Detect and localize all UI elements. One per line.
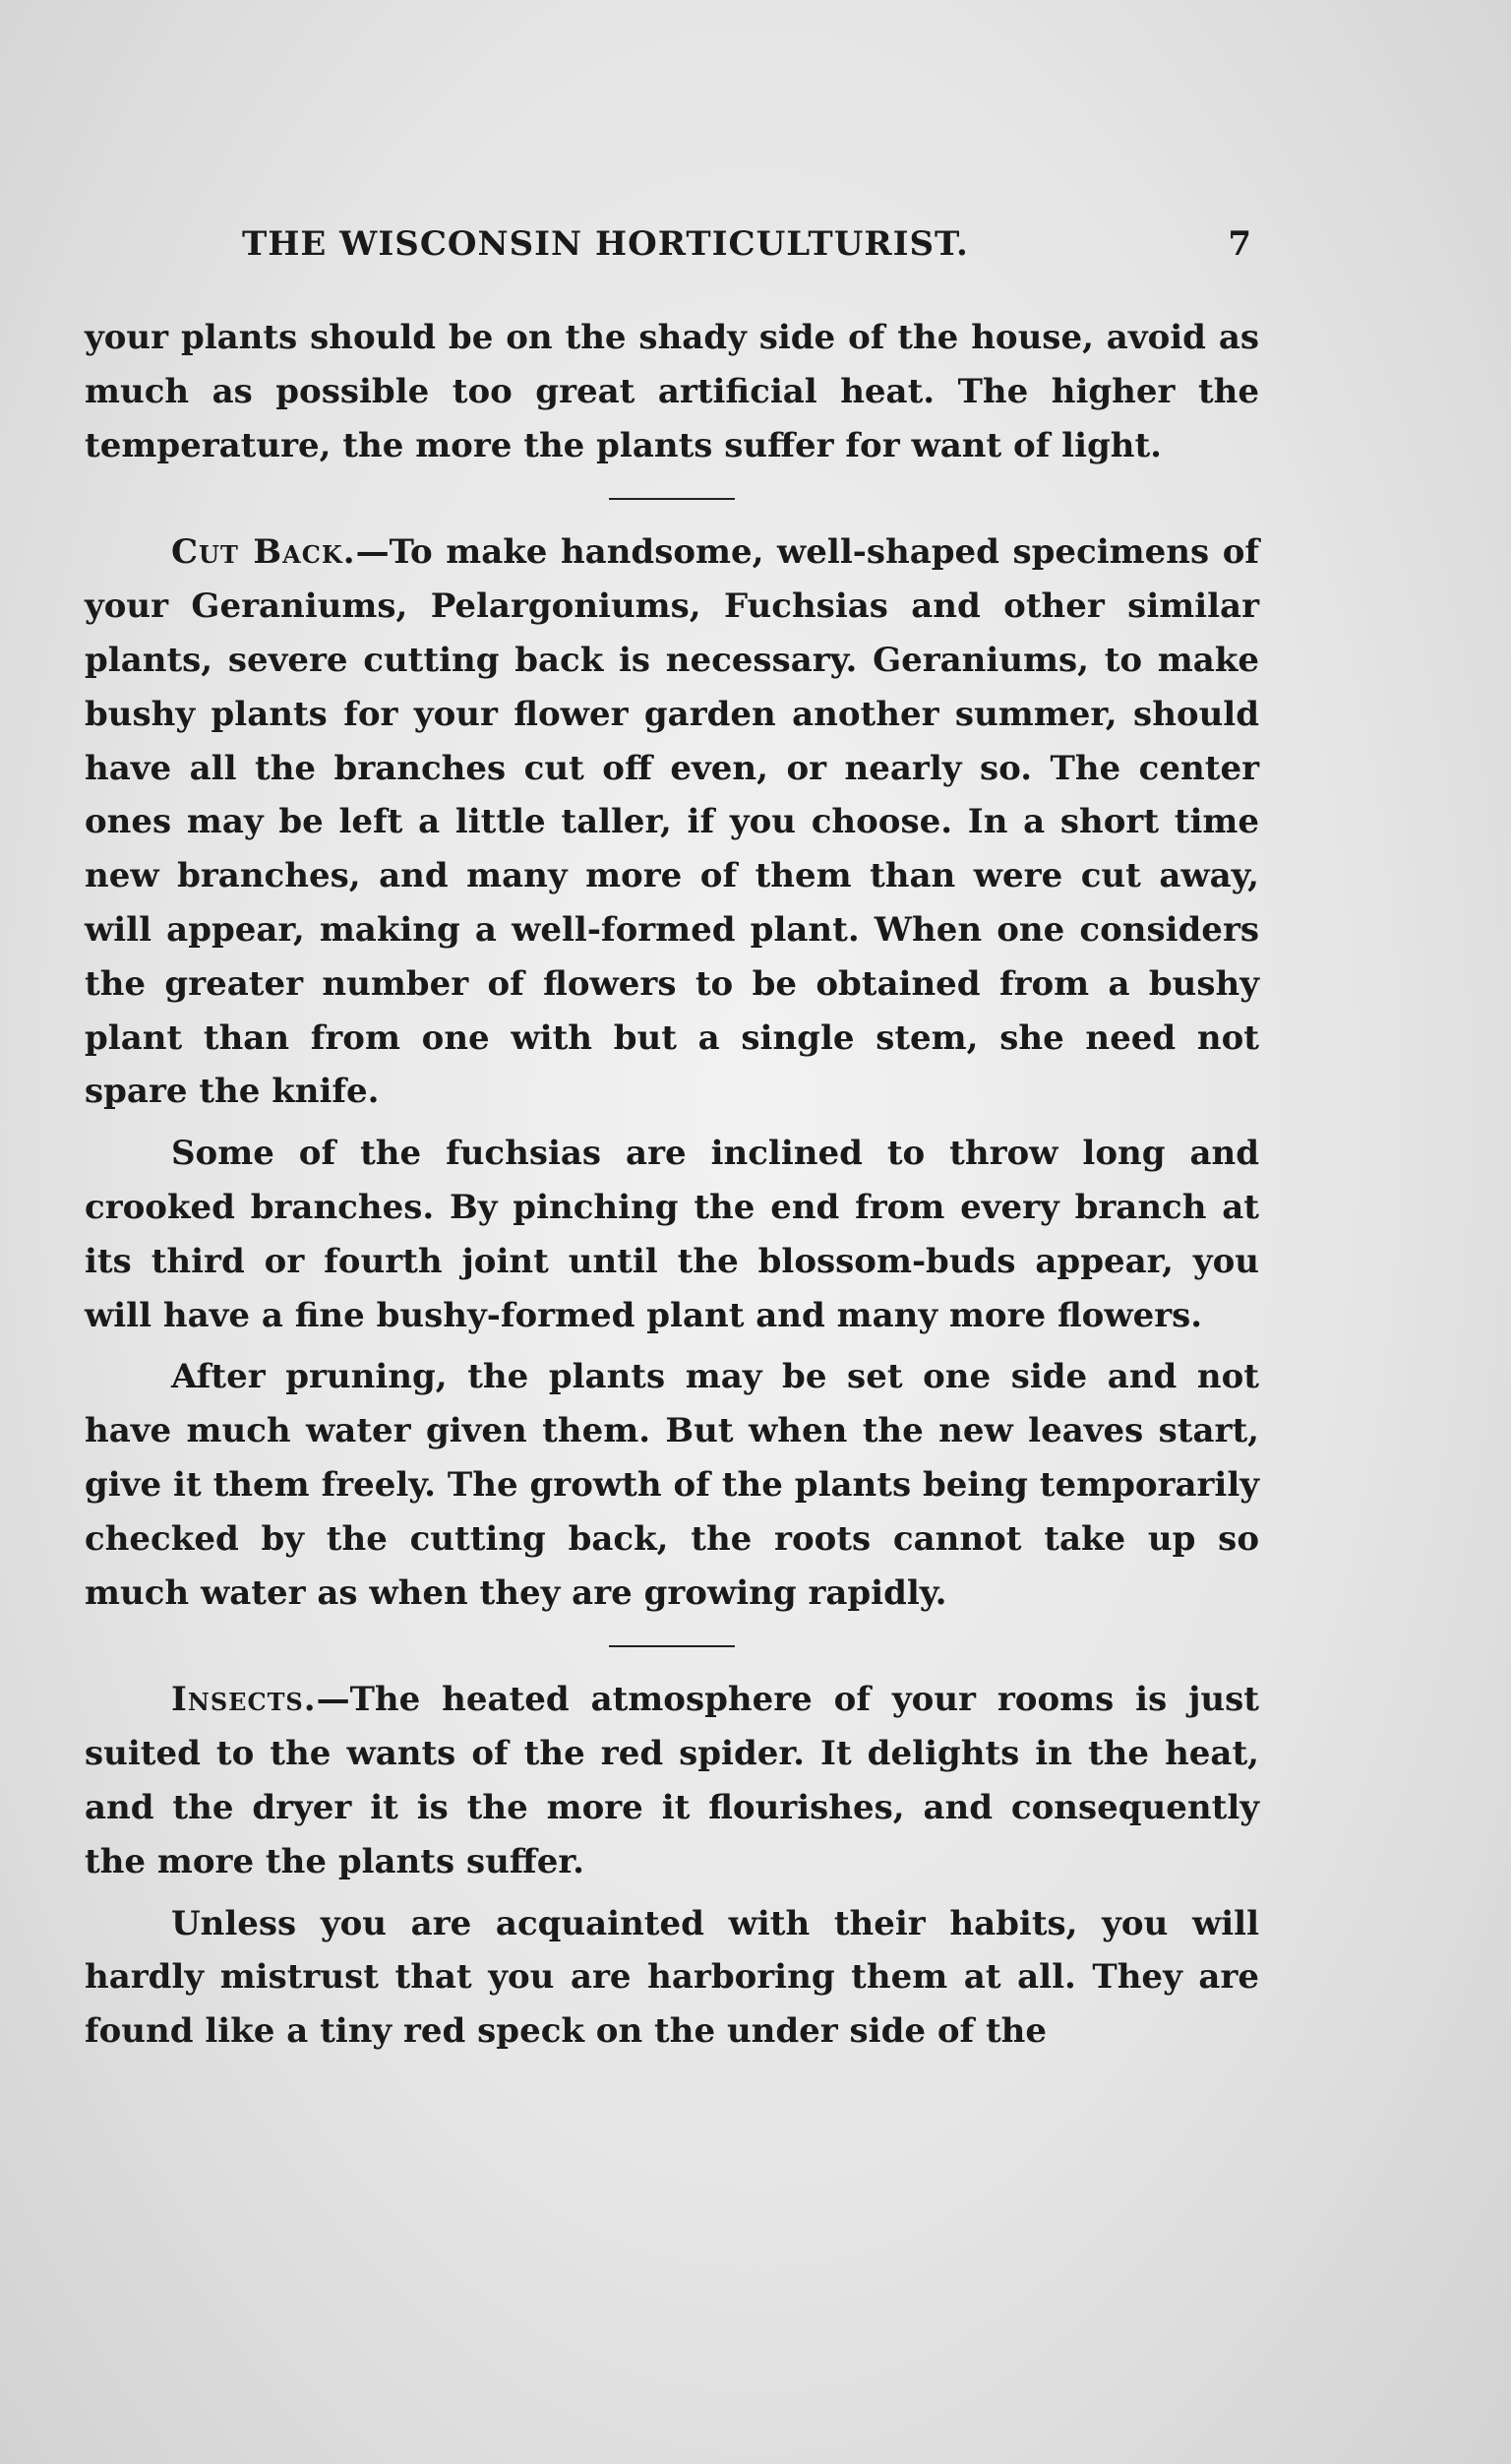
cut-back-heading: Cut Back.	[171, 532, 356, 573]
paragraph-pruning: After pruning, the plants may be set one side and not have much water given them. But when the new leaves start, give it them freely. The growth of the plants being temporarily checked by the cutting back, the roots cannot take up so much water as when they are growing rapidly.	[85, 1357, 1259, 1613]
running-title: THE WISCONSIN HORTICULTURIST.	[242, 224, 969, 264]
section-divider	[609, 1645, 735, 1647]
insects-text: —The heated atmosphere of your rooms is just suited to the wants of the red spider. It delights in the heat, and the dryer it is the more it flourishes, and consequently the more the plants suffer.	[85, 1680, 1259, 1881]
page-number: 7	[1228, 224, 1251, 264]
paragraph-continuation: your plants should be on the shady side of the house, avoid as much as possible too great artificial heat. The higher the temperature, the more the plants suffer for want of light.	[85, 318, 1259, 465]
cut-back-text: —To make handsome, well-shaped specimens of your Geraniums, Pelargoniums, Fuchsias and other similar plants, severe cutting back is necessary. Geraniums, to make bushy plants for your flower garden another summer, should have all the branches cut off even, or nearly so. The center ones may be left a little taller, if you choose. In a short time new branches, and many more of them than were cut away, will appear, making a well-formed plant. When one considers the greater number of flowers to be obtained from a bushy plant than from one with but a single stem, she need not spare the knife.	[85, 532, 1260, 1112]
section-divider	[609, 498, 735, 500]
paragraph-red-spider: Unless you are acquainted with their habits, you will hardly mistrust that you are harboring them at all. They are found like a tiny red speck on the under side of the	[85, 1903, 1259, 2052]
insects-heading: Insects.	[171, 1680, 317, 1720]
page-body	[85, 311, 1259, 2059]
paragraph-cut-back	[85, 525, 1259, 1119]
page-header	[85, 224, 1259, 270]
paragraph-fuchsias: Some of the fuchsias are inclined to throw long and crooked branches. By pinching the end from every branch at its third or fourth joint until the blossom-buds appear, you will have a fine bushy-formed plant and many more flowers.	[85, 1134, 1259, 1335]
paragraph-insects	[85, 1673, 1259, 1888]
